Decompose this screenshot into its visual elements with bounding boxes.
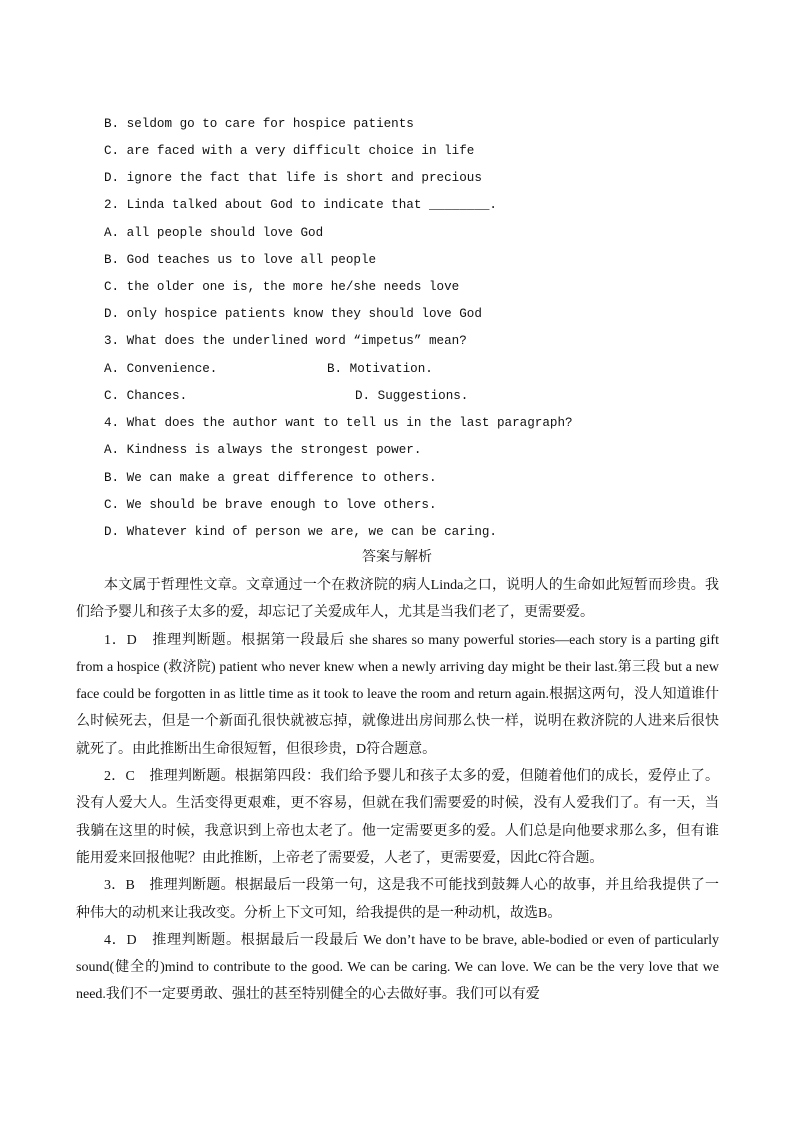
question-stem: 4. What does the author want to tell us in the last paragraph? <box>104 416 573 430</box>
answers-title: 答案与解析 <box>362 550 432 565</box>
answer-4: 4．D 推理判断题。根据最后一段最后 We don’t have to be brave, able-bodied or even of particularly sound(健全的)mind to contribute to the good. We can be caring. We can love. We can be the very love that we need.我们不一定要勇敢、强壮的甚至特别健全的心去做好事。我们可以有爱 <box>76 932 719 1003</box>
question-line: D. only hospice patients know they should love God <box>104 307 482 321</box>
question-option: C. Chances. <box>104 389 188 403</box>
question-stem: 3. What does the underlined word “impetus” mean? <box>104 334 467 348</box>
question-line: B. seldom go to care for hospice patients <box>104 117 414 131</box>
question-option: B. Motivation. <box>327 362 433 376</box>
intro-paragraph: 本文属于哲理性文章。文章通过一个在救济院的病人Linda之口，说明人的生命如此短暂而珍贵。我们给予婴儿和孩子太多的爱，却忘记了关爱成年人，尤其是当我们老了，更需要爱。 <box>76 578 719 621</box>
answers-body <box>76 572 719 1009</box>
question-line: D. Whatever kind of person we are, we can be caring. <box>104 525 497 539</box>
question-line: C. We should be brave enough to love others. <box>104 498 437 512</box>
question-line: C. the older one is, the more he/she needs love <box>104 280 460 294</box>
question-line: C. are faced with a very difficult choice in life <box>104 144 475 158</box>
question-option: D. Suggestions. <box>355 389 469 403</box>
question-line: B. God teaches us to love all people <box>104 253 377 267</box>
answer-1: 1．D 推理判断题。根据第一段最后 she shares so many powerful stories—each story is a parting gift from a hospice (救济院) patient who never knew when a newly arriving day might be their last.第三段 but a new face could be forgotten in as little time as it took to leave the room and return again.根据这两句，没人知道谁什么时候死去，但是一个新面孔很快就被忘掉，就像进出房间那么快一样，说明在救济院的人进来后很快就死了。由此推断出生命很短暂，但很珍贵，D符合题意。 <box>76 632 719 757</box>
question-line: A. Kindness is always the strongest power. <box>104 443 422 457</box>
question-line: A. all people should love God <box>104 226 324 240</box>
question-option: A. Convenience. <box>104 362 218 376</box>
question-line: B. We can make a great difference to others. <box>104 471 437 485</box>
answer-2: 2．C 推理判断题。根据第四段：我们给予婴儿和孩子太多的爱，但随着他们的成长，爱停止了。没有人爱大人。生活变得更艰难，更不容易，但就在我们需要爱的时候，没有人爱我们了。有一天，当我躺在这里的时候，我意识到上帝也太老了。他一定需要更多的爱。人们总是向他要求那么多，但有谁能用爱来回报他呢？由此推断，上帝老了需要爱，人老了，更需要爱，因此C符合题。 <box>76 769 719 866</box>
question-stem: 2. Linda talked about God to indicate that ________. <box>104 198 497 212</box>
question-line: D. ignore the fact that life is short and precious <box>104 171 482 185</box>
answer-3: 3．B 推理判断题。根据最后一段第一句，这是我不可能找到鼓舞人心的故事，并且给我提供了一种伟大的动机来让我改变。分析上下文可知，给我提供的是一种动机，故选B。 <box>76 878 719 921</box>
